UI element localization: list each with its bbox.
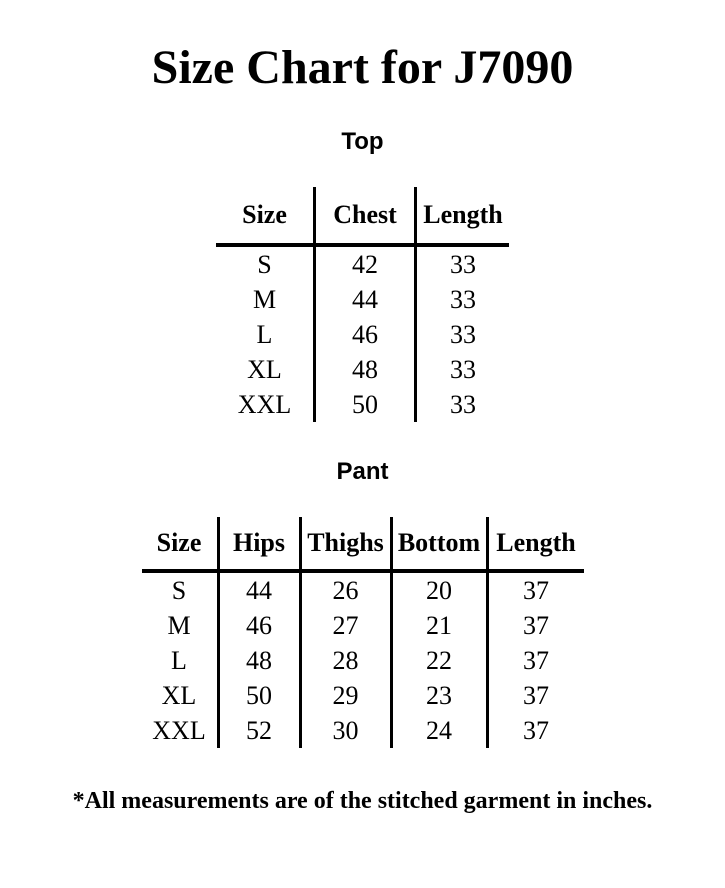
value-cell: 44	[315, 282, 416, 317]
size-cell: XL	[247, 354, 282, 384]
value-cell: 30	[300, 713, 391, 748]
size-cell: XXL	[237, 389, 292, 419]
column-header-thighs: Thighs	[300, 517, 391, 571]
value-cell: 46	[315, 317, 416, 352]
table-row	[216, 387, 509, 422]
value-cell: 27	[300, 608, 391, 643]
column-header-hips: Hips	[218, 517, 300, 571]
column-header-bottom: Bottom	[391, 517, 487, 571]
page-title: Size Chart for J7090	[151, 41, 574, 94]
table-row	[142, 713, 584, 748]
value-cell: 33	[416, 317, 510, 352]
value-cell: 20	[391, 571, 487, 608]
table-row	[142, 571, 584, 608]
size-cell: L	[171, 645, 187, 675]
top-size-table	[216, 187, 509, 422]
size-cell: M	[252, 284, 277, 314]
value-cell: 33	[416, 387, 510, 422]
column-header-chest: Chest	[315, 187, 416, 245]
value-cell: 37	[487, 571, 584, 608]
value-cell: 48	[315, 352, 416, 387]
value-cell: 50	[315, 387, 416, 422]
pant-size-table	[142, 517, 584, 748]
value-cell: 29	[300, 678, 391, 713]
header-row	[216, 187, 509, 245]
value-cell: 33	[416, 352, 510, 387]
value-cell: 21	[391, 608, 487, 643]
value-cell: 37	[487, 608, 584, 643]
size-cell: M	[167, 610, 191, 640]
value-cell: 37	[487, 643, 584, 678]
column-header-length: Length	[487, 517, 584, 571]
size-cell: XL	[161, 680, 197, 710]
value-cell: 50	[218, 678, 300, 713]
value-cell: 24	[391, 713, 487, 748]
value-cell: 33	[416, 245, 510, 282]
table-row	[216, 282, 509, 317]
section-top	[0, 130, 725, 422]
value-cell: 26	[300, 571, 391, 608]
value-cell: 48	[218, 643, 300, 678]
header-row	[142, 517, 584, 571]
size-cell: S	[257, 249, 272, 279]
size-cell: XXL	[152, 715, 206, 745]
table-row	[216, 352, 509, 387]
table-row	[216, 245, 509, 282]
column-header-length: Length	[416, 187, 510, 245]
table-row	[142, 643, 584, 678]
value-cell: 37	[487, 713, 584, 748]
section-title-pant: Pant	[336, 458, 389, 485]
value-cell: 28	[300, 643, 391, 678]
value-cell: 33	[416, 282, 510, 317]
measurement-footnote: *All measurements are of the stitched garment in inches.	[72, 788, 653, 814]
value-cell: 42	[315, 245, 416, 282]
size-cell: S	[171, 575, 187, 605]
value-cell: 46	[218, 608, 300, 643]
value-cell: 52	[218, 713, 300, 748]
column-header-size: Size	[216, 187, 315, 245]
value-cell: 23	[391, 678, 487, 713]
value-cell: 37	[487, 678, 584, 713]
size-cell: L	[256, 319, 273, 349]
table-row	[142, 678, 584, 713]
table-row	[216, 317, 509, 352]
table-row	[142, 608, 584, 643]
value-cell: 44	[218, 571, 300, 608]
section-pant	[0, 460, 725, 748]
section-title-top: Top	[341, 128, 384, 155]
column-header-size: Size	[142, 517, 219, 571]
value-cell: 22	[391, 643, 487, 678]
